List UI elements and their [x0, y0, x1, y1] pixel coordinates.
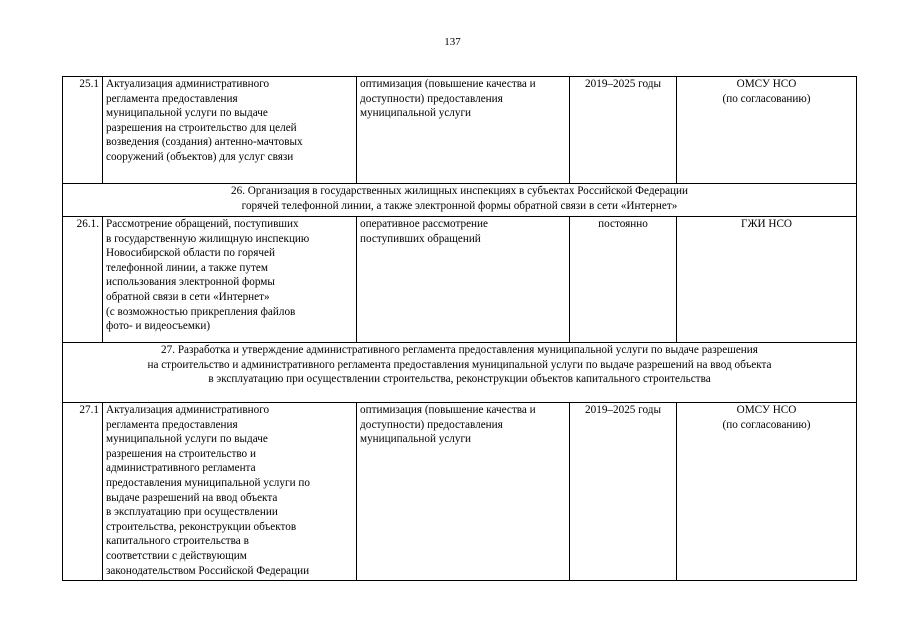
executor-cell	[677, 403, 857, 581]
item-number: 27.1	[63, 403, 103, 581]
result-line: оптимизация (повышение качества и	[360, 404, 536, 416]
action-cell	[103, 77, 357, 184]
action-line: обратной связи в сети «Интернет»	[106, 290, 270, 303]
result-line: поступивших обращений	[360, 232, 481, 245]
action-line: законодательством Российской Федерации	[106, 564, 310, 577]
executor-cell	[677, 77, 857, 184]
section-heading-line: в эксплуатацию при осуществлении строительства, реконструкции объектов капитального строительства	[208, 373, 711, 386]
table-row	[63, 217, 857, 343]
result-line: оперативное рассмотрение	[360, 218, 488, 230]
action-line: муниципальной услуги по выдаче	[106, 433, 268, 446]
action-line: регламента предоставления	[106, 92, 238, 105]
period-cell: 2019–2025 годы	[570, 403, 677, 581]
result-line: доступности) предоставления	[360, 418, 503, 431]
result-cell	[357, 403, 570, 581]
action-cell	[103, 403, 357, 581]
result-cell	[357, 217, 570, 343]
table-row	[63, 77, 857, 184]
section-heading-line: на строительство и административного регламента предоставления муниципальной услуги по выдаче разрешений на ввод объекта	[147, 358, 772, 371]
executor-line: ОМСУ НСО	[736, 78, 797, 90]
action-line: Актуализация административного	[106, 404, 270, 416]
action-line: разрешения на строительство и	[106, 447, 256, 460]
executor-line: ОМСУ НСО	[736, 404, 797, 416]
result-cell	[357, 77, 570, 184]
page-number: 137	[444, 36, 461, 48]
action-line: строительства, реконструкции объектов	[106, 520, 297, 533]
section-heading-line: 26. Организация в государственных жилищных инспекциях в субъектах Российской Федерации	[231, 185, 688, 197]
executor-line: (по согласованию)	[722, 418, 811, 431]
action-line: регламента предоставления	[106, 418, 238, 431]
action-line: предоставления муниципальной услуги по	[106, 476, 310, 489]
section-heading	[63, 343, 857, 403]
executor-cell	[677, 217, 857, 343]
section-heading	[63, 184, 857, 217]
section-row	[63, 343, 857, 403]
action-line: в государственную жилищную инспекцию	[106, 232, 310, 245]
section-heading-line: горячей телефонной линии, а также электронной формы обратной связи в сети «Интернет»	[241, 199, 678, 212]
item-number: 25.1	[63, 77, 103, 184]
action-line: телефонной линии, а также путем	[106, 261, 268, 274]
action-line: (с возможностью прикрепления файлов	[106, 305, 296, 318]
action-line: в эксплуатацию при осуществлении	[106, 506, 278, 519]
result-line: муниципальной услуги	[360, 107, 472, 120]
action-line: Рассмотрение обращений, поступивших	[106, 218, 299, 230]
action-line: сооружений (объектов) для услуг связи	[106, 150, 294, 163]
action-line: выдаче разрешений на ввод объекта	[106, 491, 278, 504]
action-line: соответствии с действующим	[106, 549, 247, 562]
result-line: муниципальной услуги	[360, 433, 472, 446]
action-plan-table	[62, 76, 857, 581]
action-line: Актуализация административного	[106, 78, 270, 90]
action-line: капитального строительства в	[106, 535, 249, 548]
action-line: административного регламента	[106, 462, 256, 475]
action-line: разрешения на строительство для целей	[106, 121, 297, 134]
action-line: возведения (создания) антенно-мачтовых	[106, 136, 303, 149]
action-line: Новосибирской области по горячей	[106, 247, 275, 260]
executor-line: (по согласованию)	[722, 92, 811, 105]
item-number: 26.1.	[63, 217, 103, 343]
period-cell: постоянно	[570, 217, 677, 343]
period-cell: 2019–2025 годы	[570, 77, 677, 184]
result-line: доступности) предоставления	[360, 92, 503, 105]
section-row	[63, 184, 857, 217]
action-line: фото- и видеосъемки)	[106, 320, 211, 333]
result-line: оптимизация (повышение качества и	[360, 78, 536, 90]
action-line: муниципальной услуги по выдаче	[106, 107, 268, 120]
action-line: использования электронной формы	[106, 276, 275, 289]
action-cell	[103, 217, 357, 343]
section-heading-line: 27. Разработка и утверждение административного регламента предоставления муниципальной услуги по выдаче разрешения	[161, 344, 758, 356]
table-row	[63, 403, 857, 581]
executor-line: ГЖИ НСО	[741, 218, 792, 230]
